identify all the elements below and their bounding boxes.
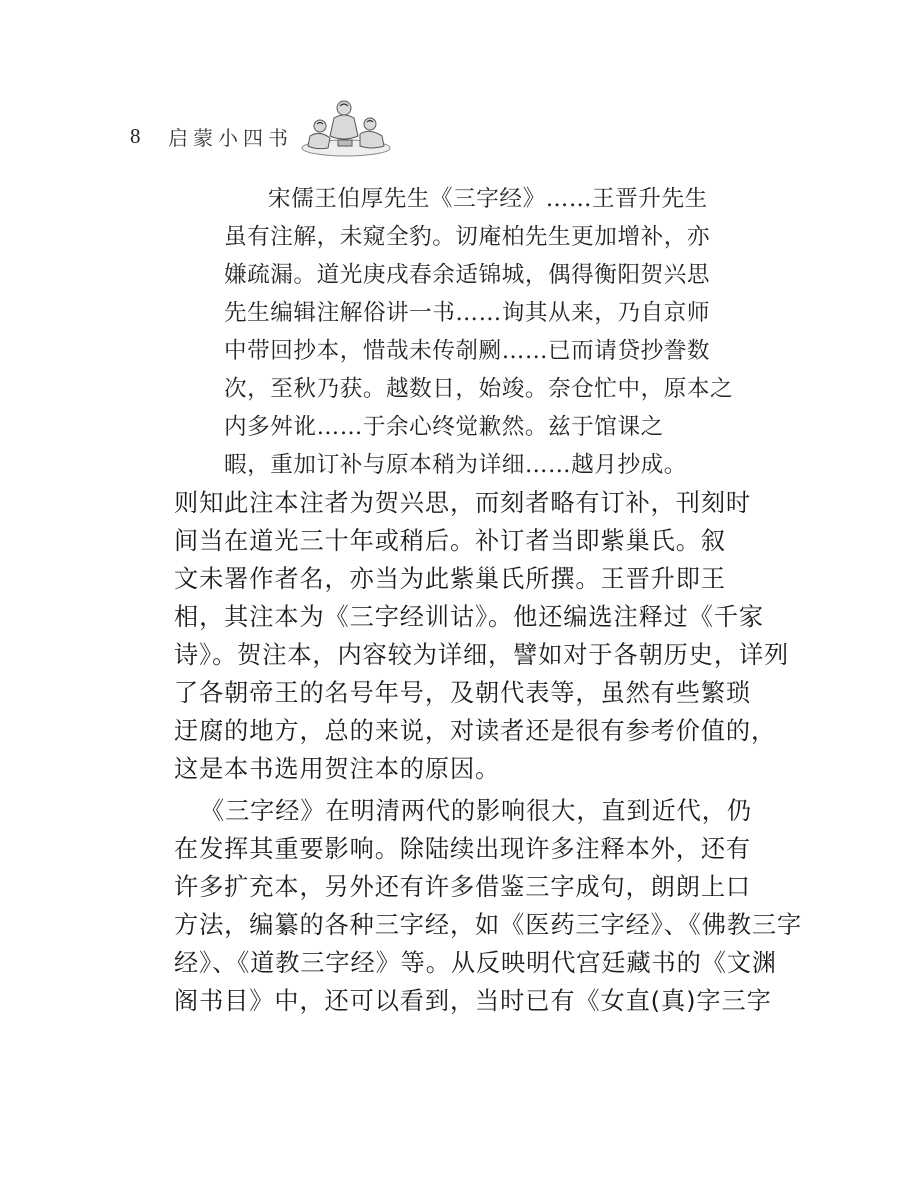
quote-line: 暇，重加订补与原本稍为详细……越月抄成。 [224,452,687,478]
quote-line: 内多舛讹……于余心终觉歉然。兹于馆课之 [224,414,664,440]
page-number: 8 [130,124,141,148]
body-line: 许多扩充本，另外还有许多借鉴三字成句，朗朗上口 [174,873,752,901]
quote-line: 中带回抄本，惜哉未传剞劂……已而请贷抄誊数 [224,338,711,364]
body-line: 则知此注本注者为贺兴思，而刻者略有订补，刊刻时 [174,489,752,517]
quote-line: 虽有注解，未窥全豹。讱庵柏先生更加增补，亦 [224,224,711,250]
quote-line: 嫌疏漏。道光庚戌春余适锦城，偶得衡阳贺兴思 [224,262,711,288]
body-line: 经》、《道教三字经》等。从反映明代宫廷藏书的《文渊 [174,949,777,977]
body-line: 了各朝帝王的名号年号，及朝代表等，虽然有些繁琐 [174,679,752,707]
children-illustration-icon [298,96,394,158]
body-line: 阁书目》中，还可以看到，当时已有《女直(真)字三字 [174,987,772,1015]
body-line: 文未署作者名，亦当为此紫巢氏所撰。王晋升即王 [174,565,726,593]
body-line: 相，其注本为《三字经训诂》。他还编选注释过《千家 [174,603,765,631]
body-line: 间当在道光三十年或稍后。补订者当即紫巢氏。叙 [174,527,726,555]
body-line: 方法，编纂的各种三字经，如《医药三字经》、《佛教三字 [174,911,803,939]
body-line: 诗》。贺注本，内容较为详细，譬如对于各朝历史，详列 [174,641,790,669]
page-header [0,118,913,168]
quote-line: 先生编辑注解俗讲一书……询其从来，乃自京师 [224,300,711,326]
body-line: 《三字经》在明清两代的影响很大，直到近代，仍 [200,797,752,825]
quote-line: 宋儒王伯厚先生《三字经》……王晋升先生 [268,186,708,212]
quote-line: 次，至秋乃获。越数日，始竣。奈仓忙中，原本之 [224,376,734,402]
body-line: 在发挥其重要影响。除陆续出现许多注释本外，还有 [174,835,752,863]
body-line: 迂腐的地方，总的来说，对读者还是很有参考价值的， [174,717,777,745]
running-title: 启蒙小四书 [168,126,293,150]
body-line: 这是本书选用贺注本的原因。 [174,755,501,783]
